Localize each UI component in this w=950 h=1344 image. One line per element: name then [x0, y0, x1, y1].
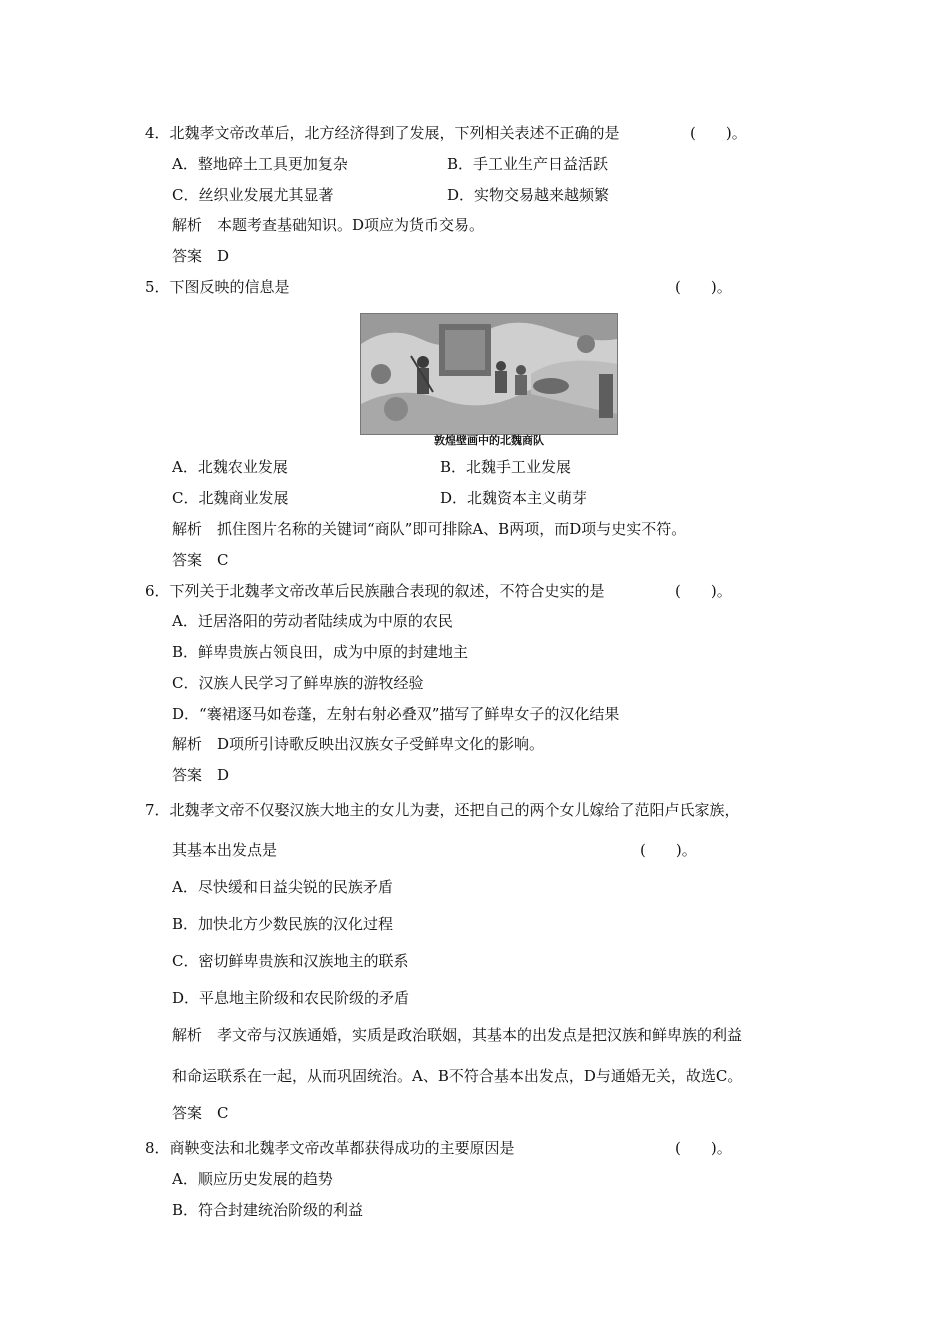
mural-image: [360, 313, 618, 435]
q6-option-a: A．迁居洛阳的劳动者陆续成为中原的农民: [172, 612, 453, 630]
q7-option-b: B．加快北方少数民族的汉化过程: [172, 915, 394, 933]
q7-option-a: A．尽快缓和日益尖锐的民族矛盾: [172, 878, 393, 896]
q7-bracket: ( )。: [640, 841, 697, 859]
q8-option-a: A．顺应历史发展的趋势: [172, 1170, 333, 1188]
q5-option-a: A．北魏农业发展: [172, 458, 288, 476]
q6-analysis: 解析 D项所引诗歌反映出汉族女子受鲜卑文化的影响。: [172, 735, 545, 753]
q7-stem-line1: 7．北魏孝文帝不仅娶汉族大地主的女儿为妻，还把自己的两个女儿嫁给了范阳卢氏家族，: [145, 801, 740, 819]
q8-option-b: B．符合封建统治阶级的利益: [172, 1201, 364, 1219]
q4-option-c: C．丝织业发展尤其显著: [172, 186, 334, 204]
q6-option-d: D．“褰裙逐马如卷蓬，左射右射必叠双”描写了鲜卑女子的汉化结果: [172, 705, 620, 723]
q5-option-d: D．北魏资本主义萌芽: [440, 489, 588, 507]
q6-stem: 6．下列关于北魏孝文帝改革后民族融合表现的叙述，不符合史实的是: [145, 582, 605, 600]
q7-analysis-line1: 解析 孝文帝与汉族通婚，实质是政治联姻，其基本的出发点是把汉族和鲜卑族的利益: [172, 1026, 743, 1044]
q4-option-d: D．实物交易越来越频繁: [447, 186, 610, 204]
q5-bracket: ( )。: [675, 278, 732, 296]
q4-stem: 4．北魏孝文帝改革后，北方经济得到了发展，下列相关表述不正确的是: [145, 124, 620, 142]
q5-analysis: 解析 抓住图片名称的关键词“商队”即可排除A、B两项，而D项与史实不符。: [172, 520, 687, 538]
q6-option-b: B．鲜卑贵族占领良田，成为中原的封建地主: [172, 643, 469, 661]
q5-option-b: B．北魏手工业发展: [440, 458, 572, 476]
q6-option-c: C．汉族人民学习了鲜卑族的游牧经验: [172, 674, 424, 692]
mural-illustration: [361, 314, 617, 434]
q8-stem: 8．商鞅变法和北魏孝文帝改革都获得成功的主要原因是: [145, 1139, 515, 1157]
q6-answer: 答案 D: [172, 766, 230, 784]
q4-analysis: 解析 本题考查基础知识。D项应为货币交易。: [172, 216, 485, 234]
q5-stem: 5．下图反映的信息是: [145, 278, 290, 296]
q7-answer: 答案 C: [172, 1104, 229, 1122]
q4-answer: 答案 D: [172, 247, 230, 265]
q4-bracket: ( )。: [690, 124, 747, 142]
q8-bracket: ( )。: [675, 1139, 732, 1157]
q4-option-a: A．整地碎土工具更加复杂: [172, 155, 348, 173]
q7-option-c: C．密切鲜卑贵族和汉族地主的联系: [172, 952, 409, 970]
q7-analysis-line2: 和命运联系在一起，从而巩固统治。A、B不符合基本出发点，D与通婚无关，故选C。: [172, 1067, 743, 1085]
q6-bracket: ( )。: [675, 582, 732, 600]
q5-answer: 答案 C: [172, 551, 229, 569]
q7-stem-line2: 其基本出发点是: [172, 841, 278, 859]
q7-option-d: D．平息地主阶级和农民阶级的矛盾: [172, 989, 410, 1007]
q5-option-c: C．北魏商业发展: [172, 489, 289, 507]
figure-caption: 敦煌壁画中的北魏商队: [434, 434, 544, 447]
q4-option-b: B．手工业生产日益活跃: [447, 155, 609, 173]
